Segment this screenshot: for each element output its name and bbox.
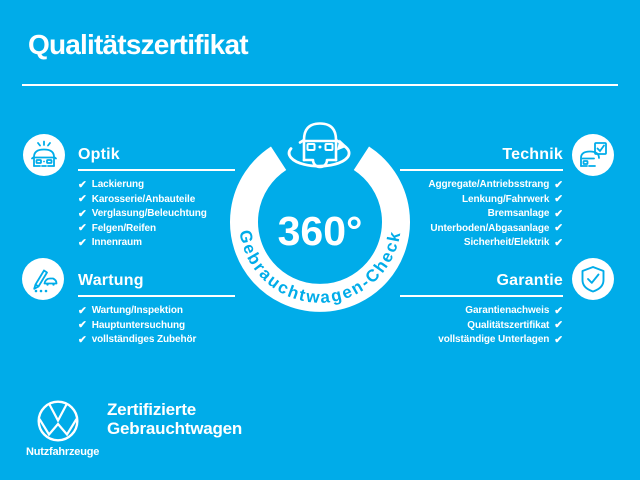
tagline-line-2: Gebrauchtwagen [107, 418, 243, 438]
check-icon: ✔ [554, 193, 563, 205]
page-title: Qualitätszertifikat [28, 29, 248, 60]
section-title-wartung: Wartung [78, 272, 144, 289]
item-label: Lackierung [91, 179, 145, 191]
check-icon: ✔ [554, 207, 563, 220]
check-icon: ✔ [78, 178, 87, 191]
car-360-rotation-icon [289, 124, 349, 168]
item-label: Karosserie/Anbauteile [91, 193, 196, 205]
item-label: Lenkung/Fahrwerk [461, 193, 550, 205]
brand-name: Nutzfahrzeuge [26, 446, 100, 458]
degree-label: 360° [277, 208, 363, 254]
item-label: Bremsanlage [487, 208, 550, 220]
tagline-line-1: Zertifizierte [107, 400, 197, 419]
check-icon: ✔ [78, 236, 87, 249]
check-icon: ✔ [554, 319, 563, 331]
item-label: Wartung/Inspektion [91, 305, 183, 317]
item-label: Sicherheit/Elektrik [463, 237, 550, 249]
item-label: Innenraum [91, 237, 142, 249]
item-label: Qualitätszertifikat [467, 319, 550, 331]
check-icon: ✔ [554, 236, 563, 249]
check-icon: ✔ [78, 333, 87, 346]
item-label: Aggregate/Antriebsstrang [428, 179, 550, 191]
item-label: vollständiges Zubehör [91, 334, 197, 346]
check-icon: ✔ [554, 333, 563, 346]
check-icon: ✔ [78, 222, 87, 234]
item-label: Hauptuntersuchung [91, 319, 185, 331]
item-label: vollständige Unterlagen [438, 334, 550, 346]
check-icon: ✔ [554, 178, 563, 191]
item-label: Verglasung/Beleuchtung [91, 208, 207, 220]
ring-label-text: Gebrauchtwagen-Check [235, 228, 405, 308]
check-icon: ✔ [554, 304, 563, 317]
section-title-garantie: Garantie [496, 272, 563, 289]
check-icon: ✔ [78, 304, 87, 317]
check-icon: ✔ [78, 207, 87, 220]
check-icon: ✔ [78, 193, 87, 205]
item-label: Felgen/Reifen [91, 222, 156, 234]
section-title-optik: Optik [78, 146, 120, 163]
tagline [107, 401, 242, 438]
vw-logo [36, 399, 80, 443]
check-icon: ✔ [78, 319, 87, 331]
section-title-technik: Technik [502, 146, 563, 163]
item-label: Unterboden/Abgasanlage [430, 222, 550, 234]
item-label: Garantienachweis [465, 305, 550, 317]
check-icon: ✔ [554, 222, 563, 234]
